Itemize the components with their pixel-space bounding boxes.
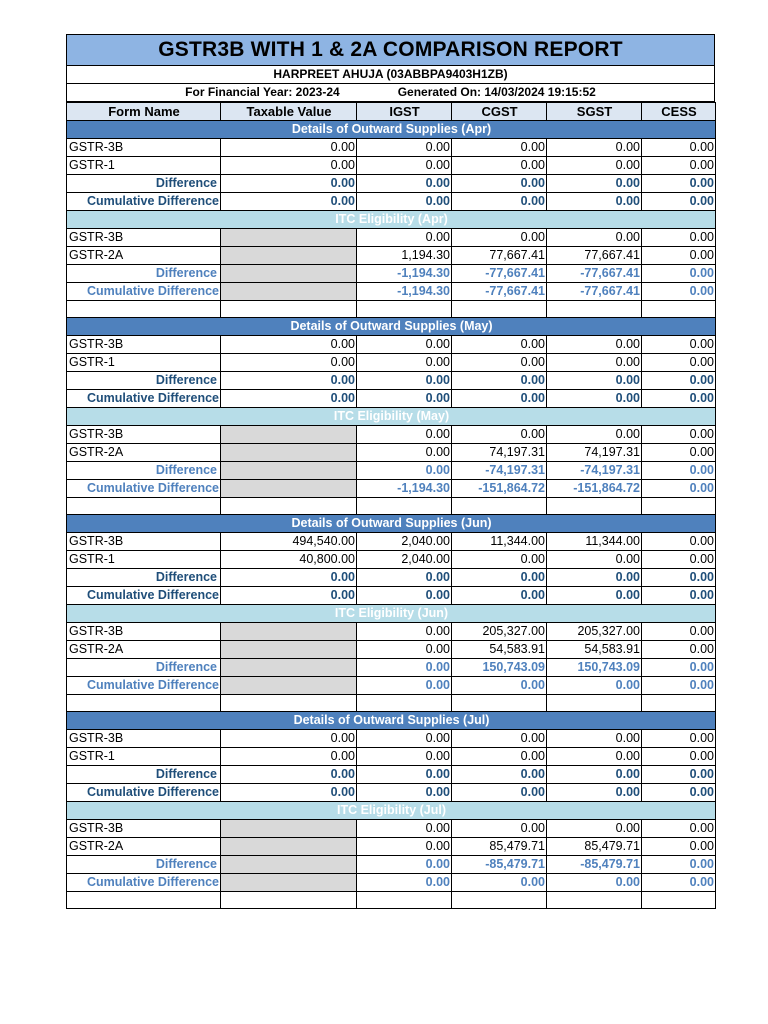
value-cell: 0.00 xyxy=(357,390,452,408)
value-cell: 0.00 xyxy=(357,659,452,677)
outward-section-header xyxy=(67,318,716,336)
value-cell: 0.00 xyxy=(642,766,716,784)
form-name-cell: GSTR-3B xyxy=(67,229,221,247)
value-cell: 0.00 xyxy=(452,569,547,587)
form-name-cell: GSTR-3B xyxy=(67,623,221,641)
value-cell: -77,667.41 xyxy=(452,283,547,301)
value-cell: 0.00 xyxy=(357,444,452,462)
value-cell: 0.00 xyxy=(642,390,716,408)
taxable-value-empty-cell xyxy=(221,444,357,462)
value-cell: 1,194.30 xyxy=(357,247,452,265)
empty-cell xyxy=(547,301,642,318)
value-cell: 0.00 xyxy=(357,838,452,856)
value-cell: 0.00 xyxy=(357,462,452,480)
section-title: Details of Outward Supplies (Apr) xyxy=(67,121,716,139)
value-cell: 0.00 xyxy=(452,336,547,354)
value-cell: 0.00 xyxy=(642,623,716,641)
table-row xyxy=(67,354,716,372)
value-cell: 0.00 xyxy=(547,820,642,838)
form-name-cell: GSTR-2A xyxy=(67,247,221,265)
empty-cell xyxy=(642,498,716,515)
form-name-cell: Cumulative Difference xyxy=(67,587,221,605)
section-title: Details of Outward Supplies (May) xyxy=(67,318,716,336)
taxable-value-empty-cell xyxy=(221,856,357,874)
table-row xyxy=(67,623,716,641)
taxable-value-empty-cell xyxy=(221,838,357,856)
value-cell: 0.00 xyxy=(642,856,716,874)
value-cell: 0.00 xyxy=(642,587,716,605)
value-cell: -151,864.72 xyxy=(547,480,642,498)
cumulative-difference-row xyxy=(67,390,716,408)
taxable-value-empty-cell xyxy=(221,283,357,301)
difference-row xyxy=(67,659,716,677)
taxable-value-empty-cell xyxy=(221,265,357,283)
value-cell: 0.00 xyxy=(642,247,716,265)
table-row xyxy=(67,247,716,265)
value-cell: 0.00 xyxy=(642,157,716,175)
form-name-cell: Difference xyxy=(67,372,221,390)
value-cell: 0.00 xyxy=(221,175,357,193)
form-name-cell: Cumulative Difference xyxy=(67,390,221,408)
value-cell: 11,344.00 xyxy=(547,533,642,551)
value-cell: 0.00 xyxy=(452,354,547,372)
value-cell: 77,667.41 xyxy=(452,247,547,265)
empty-cell xyxy=(642,892,716,909)
value-cell: 0.00 xyxy=(452,784,547,802)
empty-cell xyxy=(452,498,547,515)
value-cell: 0.00 xyxy=(452,587,547,605)
value-cell: 0.00 xyxy=(357,730,452,748)
column-header-row xyxy=(67,103,716,121)
itc-section-header xyxy=(67,408,716,426)
value-cell: 0.00 xyxy=(452,677,547,695)
table-row xyxy=(67,730,716,748)
taxable-value-empty-cell xyxy=(221,820,357,838)
table-row xyxy=(67,551,716,569)
value-cell: 0.00 xyxy=(452,551,547,569)
value-cell: 205,327.00 xyxy=(452,623,547,641)
value-cell: 0.00 xyxy=(452,139,547,157)
cumulative-difference-row xyxy=(67,480,716,498)
value-cell: 77,667.41 xyxy=(547,247,642,265)
form-name-cell: GSTR-3B xyxy=(67,139,221,157)
value-cell: 0.00 xyxy=(452,766,547,784)
itc-section-header xyxy=(67,802,716,820)
form-name-cell: Difference xyxy=(67,766,221,784)
value-cell: 0.00 xyxy=(642,784,716,802)
empty-cell xyxy=(221,892,357,909)
form-name-cell: Difference xyxy=(67,175,221,193)
value-cell: 0.00 xyxy=(642,426,716,444)
taxable-value-empty-cell xyxy=(221,462,357,480)
value-cell: 0.00 xyxy=(642,659,716,677)
form-name-cell: Difference xyxy=(67,569,221,587)
value-cell: 0.00 xyxy=(357,354,452,372)
empty-cell xyxy=(67,301,221,318)
value-cell: 85,479.71 xyxy=(452,838,547,856)
value-cell: 0.00 xyxy=(642,139,716,157)
itc-section-header xyxy=(67,211,716,229)
table-row xyxy=(67,748,716,766)
taxable-value-empty-cell xyxy=(221,874,357,892)
value-cell: 0.00 xyxy=(221,193,357,211)
value-cell: 0.00 xyxy=(547,569,642,587)
value-cell: -1,194.30 xyxy=(357,480,452,498)
empty-cell xyxy=(452,301,547,318)
form-name-cell: GSTR-2A xyxy=(67,444,221,462)
col-cess: CESS xyxy=(642,103,716,121)
value-cell: 0.00 xyxy=(547,426,642,444)
value-cell: 0.00 xyxy=(642,283,716,301)
blank-row xyxy=(67,301,716,318)
value-cell: -74,197.31 xyxy=(547,462,642,480)
form-name-cell: Difference xyxy=(67,462,221,480)
cumulative-difference-row xyxy=(67,283,716,301)
report-meta xyxy=(66,84,715,102)
form-name-cell: GSTR-3B xyxy=(67,533,221,551)
value-cell: 0.00 xyxy=(357,874,452,892)
value-cell: 0.00 xyxy=(221,157,357,175)
col-cgst: CGST xyxy=(452,103,547,121)
value-cell: 0.00 xyxy=(642,838,716,856)
table-row xyxy=(67,820,716,838)
empty-cell xyxy=(67,498,221,515)
col-sgst: SGST xyxy=(547,103,642,121)
difference-row xyxy=(67,766,716,784)
value-cell: 2,040.00 xyxy=(357,551,452,569)
value-cell: 0.00 xyxy=(357,748,452,766)
cumulative-difference-row xyxy=(67,874,716,892)
value-cell: 11,344.00 xyxy=(452,533,547,551)
table-row xyxy=(67,229,716,247)
table-row xyxy=(67,533,716,551)
value-cell: 0.00 xyxy=(642,677,716,695)
value-cell: 0.00 xyxy=(357,193,452,211)
empty-cell xyxy=(357,695,452,712)
generated-on: Generated On: 14/03/2024 19:15:52 xyxy=(397,85,596,99)
form-name-cell: GSTR-2A xyxy=(67,641,221,659)
empty-cell xyxy=(452,892,547,909)
outward-section-header xyxy=(67,712,716,730)
value-cell: 0.00 xyxy=(642,641,716,659)
value-cell: -85,479.71 xyxy=(452,856,547,874)
form-name-cell: GSTR-3B xyxy=(67,336,221,354)
value-cell: 0.00 xyxy=(547,139,642,157)
value-cell: 0.00 xyxy=(357,677,452,695)
section-title: ITC Eligibility (Apr) xyxy=(67,211,716,229)
value-cell: 0.00 xyxy=(452,157,547,175)
blank-row xyxy=(67,892,716,909)
value-cell: 0.00 xyxy=(452,874,547,892)
value-cell: 0.00 xyxy=(357,372,452,390)
value-cell: 0.00 xyxy=(221,390,357,408)
value-cell: 0.00 xyxy=(547,175,642,193)
empty-cell xyxy=(452,695,547,712)
value-cell: 0.00 xyxy=(452,390,547,408)
value-cell: 2,040.00 xyxy=(357,533,452,551)
report-title: GSTR3B WITH 1 & 2A COMPARISON REPORT xyxy=(66,34,715,66)
section-title: ITC Eligibility (May) xyxy=(67,408,716,426)
value-cell: 0.00 xyxy=(357,139,452,157)
value-cell: 0.00 xyxy=(642,480,716,498)
empty-cell xyxy=(547,498,642,515)
value-cell: 0.00 xyxy=(547,551,642,569)
form-name-cell: Difference xyxy=(67,856,221,874)
section-title: Details of Outward Supplies (Jun) xyxy=(67,515,716,533)
form-name-cell: GSTR-2A xyxy=(67,838,221,856)
value-cell: 0.00 xyxy=(452,175,547,193)
value-cell: 0.00 xyxy=(642,748,716,766)
taxable-value-empty-cell xyxy=(221,426,357,444)
cumulative-difference-row xyxy=(67,587,716,605)
empty-cell xyxy=(547,892,642,909)
form-name-cell: Cumulative Difference xyxy=(67,193,221,211)
section-title: Details of Outward Supplies (Jul) xyxy=(67,712,716,730)
difference-row xyxy=(67,175,716,193)
value-cell: 0.00 xyxy=(357,426,452,444)
value-cell: 0.00 xyxy=(357,569,452,587)
cumulative-difference-row xyxy=(67,193,716,211)
value-cell: 0.00 xyxy=(452,193,547,211)
value-cell: 0.00 xyxy=(547,784,642,802)
value-cell: 0.00 xyxy=(642,444,716,462)
outward-section-header xyxy=(67,515,716,533)
form-name-cell: Cumulative Difference xyxy=(67,784,221,802)
empty-cell xyxy=(357,892,452,909)
outward-section-header xyxy=(67,121,716,139)
value-cell: 0.00 xyxy=(452,229,547,247)
value-cell: 0.00 xyxy=(642,551,716,569)
table-row xyxy=(67,838,716,856)
value-cell: 0.00 xyxy=(547,730,642,748)
empty-cell xyxy=(221,498,357,515)
form-name-cell: Cumulative Difference xyxy=(67,874,221,892)
value-cell: 0.00 xyxy=(221,372,357,390)
value-cell: 0.00 xyxy=(642,229,716,247)
empty-cell xyxy=(642,695,716,712)
table-row xyxy=(67,336,716,354)
empty-cell xyxy=(357,498,452,515)
value-cell: 0.00 xyxy=(221,569,357,587)
value-cell: 0.00 xyxy=(357,336,452,354)
value-cell: 0.00 xyxy=(452,820,547,838)
form-name-cell: Cumulative Difference xyxy=(67,283,221,301)
form-name-cell: GSTR-1 xyxy=(67,551,221,569)
value-cell: 0.00 xyxy=(547,748,642,766)
value-cell: 494,540.00 xyxy=(221,533,357,551)
empty-cell xyxy=(221,301,357,318)
cumulative-difference-row xyxy=(67,784,716,802)
empty-cell xyxy=(67,695,221,712)
value-cell: 0.00 xyxy=(221,336,357,354)
value-cell: 0.00 xyxy=(642,874,716,892)
value-cell: 0.00 xyxy=(547,372,642,390)
value-cell: 0.00 xyxy=(642,820,716,838)
value-cell: 0.00 xyxy=(452,426,547,444)
empty-cell xyxy=(547,695,642,712)
value-cell: 0.00 xyxy=(642,730,716,748)
form-name-cell: Difference xyxy=(67,659,221,677)
value-cell: -77,667.41 xyxy=(547,265,642,283)
form-name-cell: GSTR-1 xyxy=(67,354,221,372)
value-cell: 0.00 xyxy=(642,336,716,354)
value-cell: 0.00 xyxy=(221,587,357,605)
table-row xyxy=(67,444,716,462)
taxable-value-empty-cell xyxy=(221,229,357,247)
comparison-report xyxy=(66,34,715,909)
value-cell: 0.00 xyxy=(357,229,452,247)
value-cell: 0.00 xyxy=(547,157,642,175)
form-name-cell: Cumulative Difference xyxy=(67,480,221,498)
value-cell: 0.00 xyxy=(642,372,716,390)
taxable-value-empty-cell xyxy=(221,641,357,659)
empty-cell xyxy=(357,301,452,318)
difference-row xyxy=(67,569,716,587)
table-row xyxy=(67,641,716,659)
section-title: ITC Eligibility (Jun) xyxy=(67,605,716,623)
form-name-cell: GSTR-3B xyxy=(67,426,221,444)
cumulative-difference-row xyxy=(67,677,716,695)
empty-cell xyxy=(67,892,221,909)
value-cell: 0.00 xyxy=(547,587,642,605)
value-cell: 0.00 xyxy=(452,730,547,748)
value-cell: 0.00 xyxy=(221,748,357,766)
table-row xyxy=(67,426,716,444)
value-cell: 0.00 xyxy=(221,766,357,784)
form-name-cell: GSTR-1 xyxy=(67,157,221,175)
form-name-cell: GSTR-3B xyxy=(67,820,221,838)
taxable-value-empty-cell xyxy=(221,623,357,641)
taxable-value-empty-cell xyxy=(221,677,357,695)
value-cell: 0.00 xyxy=(221,730,357,748)
value-cell: 0.00 xyxy=(357,784,452,802)
form-name-cell: GSTR-3B xyxy=(67,730,221,748)
value-cell: 0.00 xyxy=(357,587,452,605)
value-cell: 0.00 xyxy=(547,336,642,354)
form-name-cell: Difference xyxy=(67,265,221,283)
difference-row xyxy=(67,462,716,480)
value-cell: 74,197.31 xyxy=(452,444,547,462)
value-cell: 205,327.00 xyxy=(547,623,642,641)
value-cell: 0.00 xyxy=(357,157,452,175)
section-title: ITC Eligibility (Jul) xyxy=(67,802,716,820)
value-cell: 85,479.71 xyxy=(547,838,642,856)
financial-year: For Financial Year: 2023-24 xyxy=(185,85,340,99)
value-cell: 0.00 xyxy=(357,641,452,659)
taxable-value-empty-cell xyxy=(221,247,357,265)
table-row xyxy=(67,139,716,157)
form-name-cell: GSTR-1 xyxy=(67,748,221,766)
difference-row xyxy=(67,372,716,390)
difference-row xyxy=(67,265,716,283)
value-cell: 0.00 xyxy=(547,677,642,695)
value-cell: 0.00 xyxy=(357,623,452,641)
value-cell: 54,583.91 xyxy=(452,641,547,659)
value-cell: 150,743.09 xyxy=(547,659,642,677)
comparison-table xyxy=(66,102,716,909)
value-cell: 0.00 xyxy=(221,784,357,802)
col-taxable-value: Taxable Value xyxy=(221,103,357,121)
value-cell: 0.00 xyxy=(357,856,452,874)
value-cell: 0.00 xyxy=(547,390,642,408)
taxable-value-empty-cell xyxy=(221,480,357,498)
value-cell: 0.00 xyxy=(357,820,452,838)
col-igst: IGST xyxy=(357,103,452,121)
value-cell: 150,743.09 xyxy=(452,659,547,677)
value-cell: 0.00 xyxy=(642,569,716,587)
value-cell: -85,479.71 xyxy=(547,856,642,874)
value-cell: -1,194.30 xyxy=(357,283,452,301)
value-cell: 0.00 xyxy=(221,354,357,372)
blank-row xyxy=(67,498,716,515)
itc-section-header xyxy=(67,605,716,623)
value-cell: 0.00 xyxy=(642,462,716,480)
value-cell: 0.00 xyxy=(357,766,452,784)
value-cell: 0.00 xyxy=(357,175,452,193)
taxpayer-name: HARPREET AHUJA (03ABBPA9403H1ZB) xyxy=(66,66,715,84)
value-cell: 0.00 xyxy=(642,193,716,211)
table-row xyxy=(67,157,716,175)
empty-cell xyxy=(221,695,357,712)
value-cell: 0.00 xyxy=(547,354,642,372)
value-cell: 0.00 xyxy=(452,372,547,390)
col-form-name: Form Name xyxy=(67,103,221,121)
value-cell: 0.00 xyxy=(547,766,642,784)
value-cell: 0.00 xyxy=(642,265,716,283)
value-cell: 40,800.00 xyxy=(221,551,357,569)
value-cell: -74,197.31 xyxy=(452,462,547,480)
value-cell: -77,667.41 xyxy=(452,265,547,283)
value-cell: 74,197.31 xyxy=(547,444,642,462)
value-cell: 0.00 xyxy=(452,748,547,766)
blank-row xyxy=(67,695,716,712)
value-cell: 0.00 xyxy=(547,193,642,211)
value-cell: 0.00 xyxy=(642,354,716,372)
value-cell: -1,194.30 xyxy=(357,265,452,283)
difference-row xyxy=(67,856,716,874)
value-cell: 54,583.91 xyxy=(547,641,642,659)
value-cell: 0.00 xyxy=(642,533,716,551)
form-name-cell: Cumulative Difference xyxy=(67,677,221,695)
value-cell: 0.00 xyxy=(642,175,716,193)
value-cell: 0.00 xyxy=(547,874,642,892)
value-cell: 0.00 xyxy=(547,229,642,247)
value-cell: 0.00 xyxy=(221,139,357,157)
empty-cell xyxy=(642,301,716,318)
value-cell: -77,667.41 xyxy=(547,283,642,301)
taxable-value-empty-cell xyxy=(221,659,357,677)
value-cell: -151,864.72 xyxy=(452,480,547,498)
